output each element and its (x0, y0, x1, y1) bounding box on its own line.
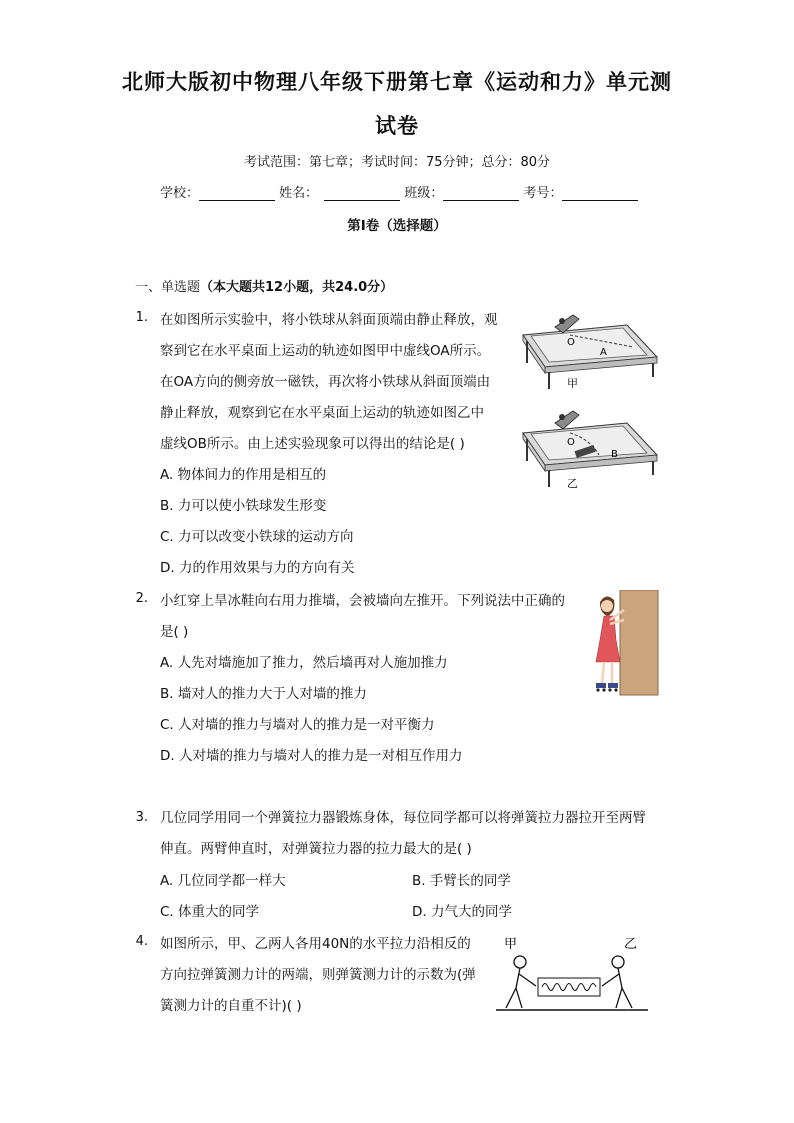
question-1-number: 1. (135, 310, 148, 325)
question-2-figure (590, 590, 660, 698)
table-diagram-jia (523, 315, 657, 389)
question-2-line: 是( ) (160, 624, 189, 640)
label-o-jia: O (567, 337, 575, 348)
question-3-number: 3. (135, 810, 148, 825)
question-4-figure (492, 932, 652, 1016)
label-jia: 甲 (567, 377, 578, 390)
class-blank[interactable] (443, 186, 519, 201)
exam-info: 考试范围：第七章；考试时间：75分钟；总分：80分 (243, 155, 551, 170)
question-2-option-a[interactable]: A. 人先对墙施加了推力，然后墙再对人施加推力 (160, 655, 448, 671)
question-3-line: 伸直。两臂伸直时，对弹簧拉力器的拉力最大的是( ) (160, 841, 472, 857)
question-4-line: 如图所示，甲、乙两人各用40N的水平拉力沿相反的 (160, 936, 471, 952)
question-2-option-b[interactable]: B. 墙对人的推力大于人对墙的推力 (160, 686, 367, 702)
person-yi (602, 956, 632, 1008)
question-1-option-a[interactable]: A. 物体间力的作用是相互的 (160, 467, 327, 483)
question-2-option-d[interactable]: D. 人对墙的推力与墙对人的推力是一对相互作用力 (160, 748, 463, 764)
name-label: 姓名： (279, 186, 319, 201)
question-1-line: 在如图所示实验中，将小铁球从斜面顶端由静止释放，观 (160, 312, 498, 328)
section-detail: （本大题共12小题，共24.0分） (200, 280, 394, 295)
section-heading (135, 276, 393, 295)
question-3-option-b[interactable]: B. 手臂长的同学 (412, 873, 511, 889)
document-title-line1: 北师大版初中物理八年级下册第七章《运动和力》单元测 (122, 69, 672, 94)
label-yi-q4: 乙 (624, 937, 638, 952)
label-yi: 乙 (567, 477, 578, 490)
question-4-line: 簧测力计的自重不计)( ) (160, 998, 302, 1014)
school-label: 学校： (160, 186, 200, 201)
question-1-line: 虚线OB所示。由上述实验现象可以得出的结论是( ) (160, 436, 465, 452)
part-title: 第I卷（选择题） (347, 218, 447, 234)
question-1-line: 在OA方向的侧旁放一磁铁，再次将小铁球从斜面顶端由 (160, 374, 491, 390)
class-label: 班级： (404, 186, 444, 201)
question-4-line: 方向拉弹簧测力计的两端，则弹簧测力计的示数为(弹 (160, 967, 476, 983)
spring-scale-icon (538, 978, 600, 996)
document-title-line2: 试卷 (375, 113, 419, 138)
question-1-option-b[interactable]: B. 力可以使小铁球发生形变 (160, 498, 327, 514)
question-2-option-c[interactable]: C. 人对墙的推力与墙对人的推力是一对平衡力 (160, 717, 435, 733)
school-blank[interactable] (199, 186, 275, 201)
question-2-number: 2. (135, 591, 148, 606)
question-1-option-d[interactable]: D. 力的作用效果与力的方向有关 (160, 560, 355, 576)
section-prefix: 一、单选题 (135, 280, 201, 295)
question-1-option-c[interactable]: C. 力可以改变小铁球的运动方向 (160, 529, 354, 545)
name-blank[interactable] (324, 186, 400, 201)
label-o-yi: O (567, 437, 575, 448)
number-blank[interactable] (562, 186, 638, 201)
question-2-line: 小红穿上旱冰鞋向右用力推墙，会被墙向左推开。下列说法中正确的 (160, 593, 565, 609)
question-1-figure (515, 305, 665, 495)
person-jia (506, 956, 536, 1008)
number-label: 考号： (523, 186, 563, 201)
question-1-line: 察到它在水平桌面上运动的轨迹如图甲中虚线OA所示。 (160, 343, 491, 359)
question-4-number: 4. (135, 934, 148, 949)
table-diagram-yi (523, 411, 657, 487)
question-3-option-a[interactable]: A. 几位同学都一样大 (160, 873, 286, 889)
question-3-option-c[interactable]: C. 体重大的同学 (160, 904, 260, 920)
question-3-line: 几位同学用同一个弹簧拉力器锻炼身体，每位同学都可以将弹簧拉力器拉开至两臂 (160, 810, 646, 826)
question-1-line: 静止释放，观察到它在水平桌面上运动的轨迹如图乙中 (160, 405, 484, 421)
label-b: B (611, 449, 618, 460)
question-3-option-d[interactable]: D. 力气大的同学 (412, 904, 512, 920)
wall-shape (620, 590, 658, 695)
label-a: A (600, 347, 607, 358)
label-jia-q4: 甲 (504, 937, 518, 952)
header-fields (160, 182, 638, 201)
